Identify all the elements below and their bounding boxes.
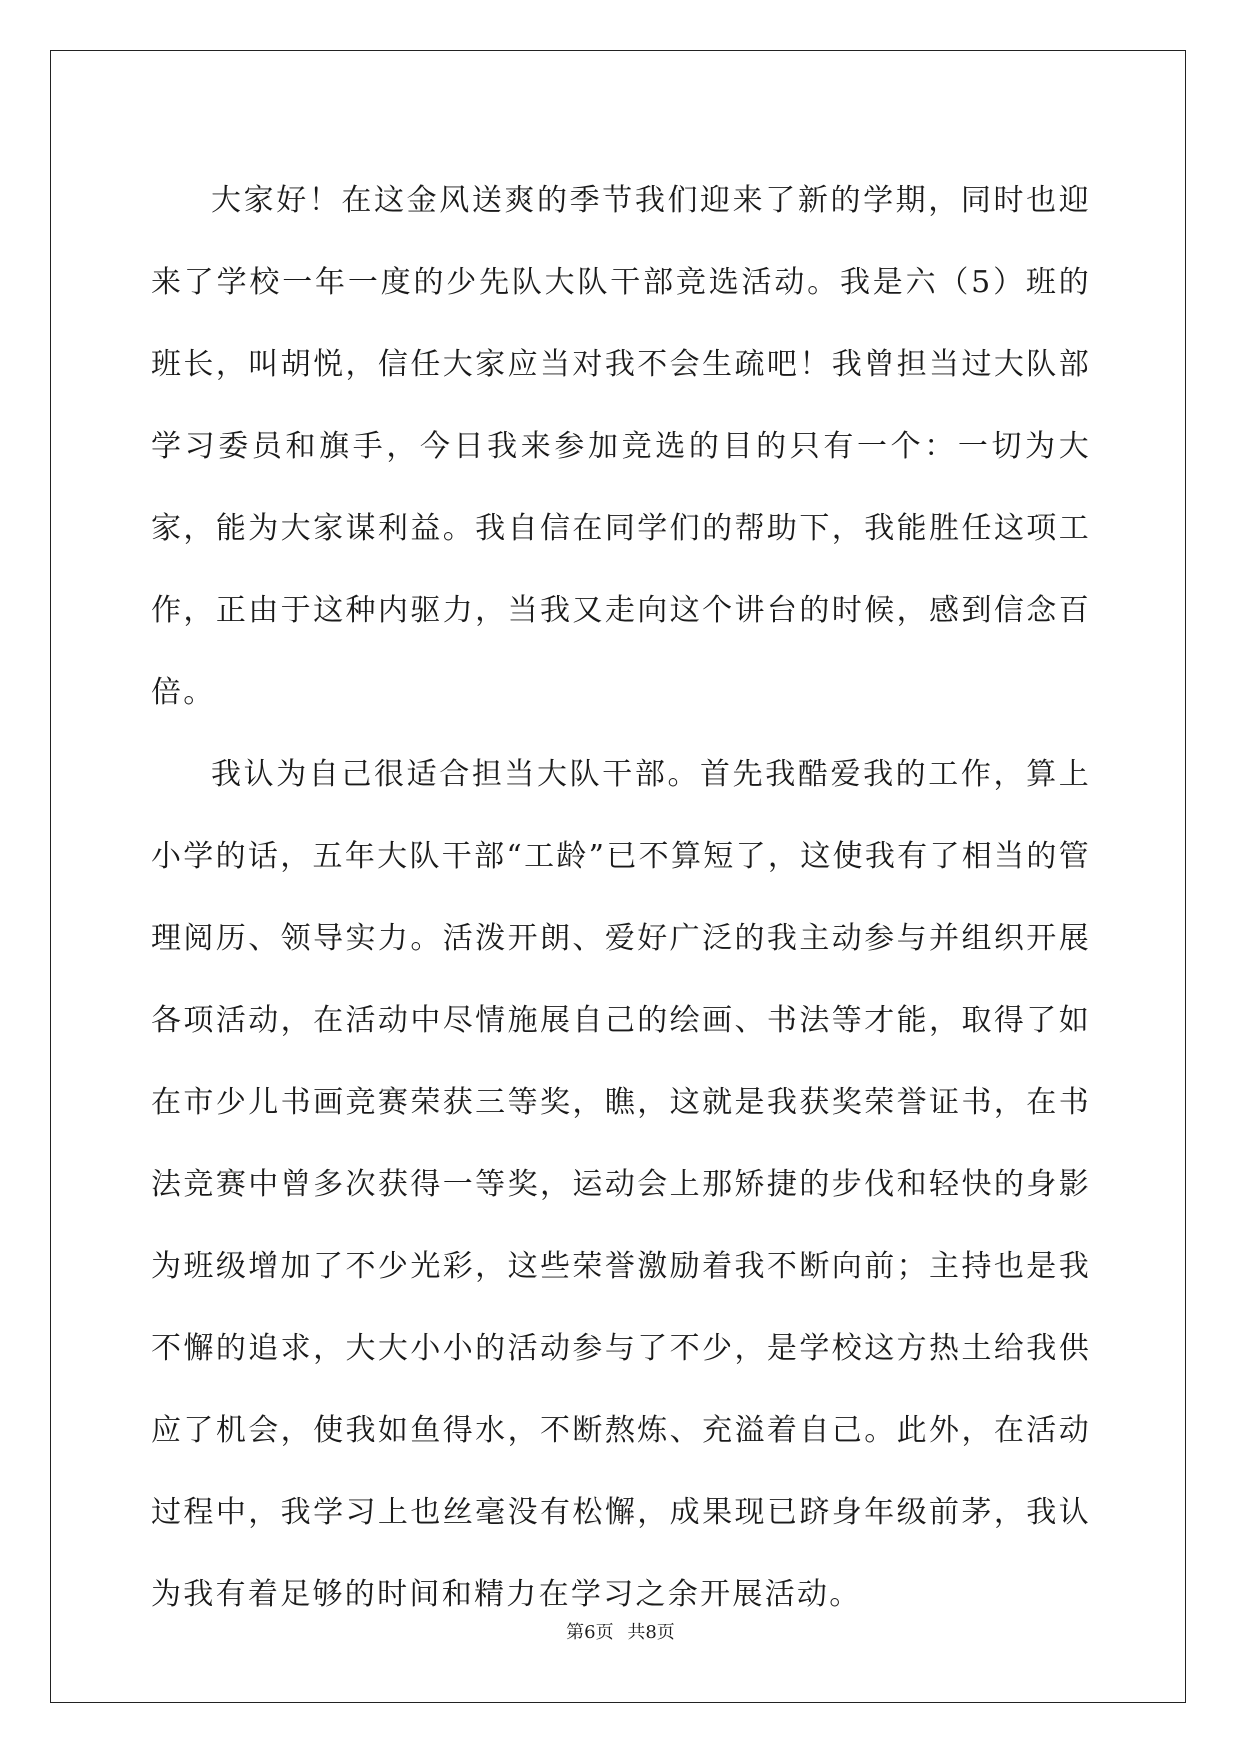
page-footer xyxy=(0,1618,1241,1644)
page-total: 共8页 xyxy=(627,1622,675,1643)
paragraph-2: 我认为自己很适合担当大队干部。首先我酷爱我的工作，算上小学的话，五年大队干部“工龄”已不算短了，这使我有了相当的管理阅历、领导实力。活泼开朗、爱好广泛的我主动参与并组织开展各项活动，在活动中尽情施展自己的绘画、书法等才能，取得了如在市少儿书画竞赛荣获三等奖，瞧，这就是我获奖荣誉证书，在书法竞赛中曾多次获得一等奖，运动会上那矫捷的步伐和轻快的身影为班级增加了不少光彩，这些荣誉激励着我不断向前；主持也是我不懈的追求，大大小小的活动参与了不少，是学校这方热土给我供应了机会，使我如鱼得水，不断熬炼、充溢着自己。此外，在活动过程中，我学习上也丝毫没有松懈，成果现已跻身年级前茅，我认为我有着足够的时间和精力在学习之余开展活动。 xyxy=(151,757,1091,1612)
page-number: 第6页 xyxy=(566,1622,614,1643)
document-body xyxy=(151,160,1091,1636)
paragraph-1: 大家好！在这金风送爽的季节我们迎来了新的学期，同时也迎来了学校一年一度的少先队大队干部竞选活动。我是六（5）班的班长，叫胡悦，信任大家应当对我不会生疏吧！我曾担当过大队部学习委员和旗手，今日我来参加竞选的目的只有一个：一切为大家，能为大家谋利益。我自信在同学们的帮助下，我能胜任这项工作，正由于这种内驱力，当我又走向这个讲台的时候，感到信念百倍。 xyxy=(151,183,1091,710)
